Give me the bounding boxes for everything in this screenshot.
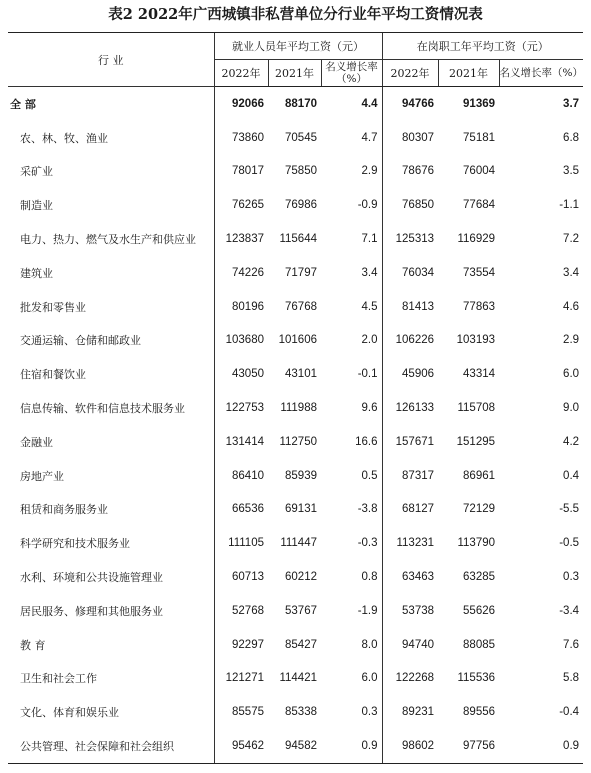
cell-staff-2021: 116929 [457, 233, 496, 246]
cell-employee-2022: 123837 [225, 233, 264, 246]
table-row [8, 155, 583, 189]
cell-employee-growth: 2.0 [321, 324, 382, 358]
cell-staff-growth: -5.5 [559, 503, 580, 516]
cell-employee-growth: 4.4 [321, 87, 382, 121]
cell-staff-growth: 4.2 [563, 435, 580, 448]
table-row [8, 459, 583, 493]
cell-employee-growth: 0.3 [321, 695, 382, 729]
cell-staff-2021: 151295 [456, 435, 496, 448]
cell-staff-growth: 6.0 [563, 368, 580, 381]
cell-staff-2021: 77684 [463, 199, 496, 212]
cell-staff-2022: 94740 [402, 638, 435, 651]
cell-staff-2021: 55626 [463, 604, 496, 617]
industry-name: 电力、热力、燃气及水生产和供应业 [8, 222, 214, 256]
cell-employee-2022: 76265 [232, 199, 264, 212]
table-row [8, 256, 583, 290]
industry-name: 居民服务、修理和其他服务业 [8, 594, 214, 628]
table-title: 表2 2022年广西城镇非私营单位分行业年平均工资情况表 [108, 6, 483, 23]
header-staff-wage-group: 在岗职工年平均工资（元） [382, 33, 583, 60]
cell-staff-growth: 7.6 [563, 638, 580, 651]
cell-staff-2021: 43314 [463, 368, 496, 381]
table-row [8, 594, 583, 628]
cell-employee-growth: -0.1 [321, 357, 382, 391]
table-row [8, 324, 583, 358]
cell-staff-growth: 3.5 [563, 165, 580, 178]
industry-name: 建筑业 [8, 256, 214, 290]
cell-staff-growth: 0.3 [563, 571, 580, 584]
cell-staff-growth: -1.1 [559, 199, 580, 212]
cell-employee-growth: 7.1 [321, 222, 382, 256]
cell-employee-growth: 6.0 [321, 662, 382, 696]
cell-staff-2021: 115536 [457, 672, 496, 685]
cell-staff-2022: 53738 [402, 604, 435, 617]
cell-staff-2021: 113790 [457, 537, 496, 550]
cell-employee-2022: 66536 [232, 503, 264, 516]
industry-name: 采矿业 [8, 155, 214, 189]
industry-name: 租赁和商务服务业 [8, 493, 214, 527]
cell-employee-2022: 60713 [232, 571, 264, 584]
table-row [8, 493, 583, 527]
cell-employee-2022: 92066 [232, 97, 264, 110]
table-row [8, 87, 583, 121]
cell-employee-growth: -3.8 [321, 493, 382, 527]
cell-employee-growth: 9.6 [321, 391, 382, 425]
industry-name: 全 部 [8, 87, 214, 121]
cell-staff-growth: -3.4 [559, 604, 580, 617]
table-row [8, 560, 583, 594]
cell-staff-growth: 0.9 [499, 729, 583, 763]
cell-staff-growth: 3.4 [563, 266, 580, 279]
table-row [8, 188, 583, 222]
cell-staff-2021: 63285 [463, 571, 496, 584]
cell-employee-2022: 78017 [232, 165, 264, 178]
cell-employee-2021: 114421 [279, 672, 317, 685]
header-employee-2022: 2022年 [214, 60, 268, 87]
table-row [8, 695, 583, 729]
cell-employee-growth: 16.6 [321, 425, 382, 459]
table-row [8, 391, 583, 425]
cell-employee-2022: 43050 [232, 368, 264, 381]
cell-staff-2022: 89231 [402, 706, 435, 719]
cell-staff-2022: 80307 [402, 131, 435, 144]
cell-staff-2022: 113231 [396, 537, 435, 550]
cell-employee-growth: 0.9 [321, 729, 382, 763]
cell-employee-growth: 8.0 [321, 628, 382, 662]
cell-staff-2021: 86961 [463, 469, 496, 482]
cell-staff-growth: 7.2 [563, 233, 580, 246]
header-employee-wage-group: 就业人员年平均工资（元） [214, 33, 382, 60]
cell-employee-2021: 75850 [285, 165, 317, 178]
cell-staff-2022: 63463 [402, 571, 435, 584]
cell-employee-growth: -0.3 [321, 526, 382, 560]
industry-name: 教 育 [8, 628, 214, 662]
cell-staff-2021: 97756 [438, 729, 499, 763]
cell-staff-2022: 98602 [382, 729, 438, 763]
cell-staff-2022: 94766 [402, 97, 435, 110]
cell-employee-2022: 74226 [232, 266, 264, 279]
header-industry: 行 业 [8, 33, 214, 87]
cell-employee-2021: 76986 [285, 199, 317, 212]
cell-employee-2021: 101606 [278, 334, 317, 347]
cell-staff-2022: 68127 [402, 503, 435, 516]
cell-employee-2021: 76768 [285, 300, 317, 313]
cell-employee-2021: 69131 [285, 503, 317, 516]
cell-staff-growth: 0.4 [563, 469, 580, 482]
cell-staff-growth: -0.4 [559, 706, 580, 719]
industry-name: 科学研究和技术服务业 [8, 526, 214, 560]
cell-staff-2021: 115708 [457, 402, 496, 415]
cell-staff-growth: -0.5 [559, 537, 580, 550]
cell-employee-growth: 4.5 [321, 290, 382, 324]
cell-employee-2022: 92297 [232, 638, 264, 651]
cell-employee-growth: -1.9 [321, 594, 382, 628]
industry-name: 文化、体育和娱乐业 [8, 695, 214, 729]
cell-staff-2022: 125313 [395, 233, 435, 246]
cell-employee-2022: 95462 [214, 729, 268, 763]
cell-employee-2022: 122753 [225, 402, 264, 415]
cell-employee-growth: -0.9 [321, 188, 382, 222]
cell-staff-2022: 76850 [402, 199, 435, 212]
cell-staff-2022: 126133 [395, 402, 435, 415]
industry-name: 农、林、牧、渔业 [8, 121, 214, 155]
cell-employee-growth: 2.9 [321, 155, 382, 189]
cell-staff-2022: 76034 [402, 266, 435, 279]
cell-employee-2022: 80196 [232, 300, 264, 313]
cell-employee-2022: 86410 [232, 469, 264, 482]
industry-name: 卫生和社会工作 [8, 662, 214, 696]
cell-employee-growth: 0.5 [321, 459, 382, 493]
cell-employee-2021: 53767 [285, 604, 317, 617]
header-staff-2022: 2022年 [382, 60, 438, 87]
cell-staff-2022: 157671 [395, 435, 435, 448]
cell-employee-2022: 111105 [228, 537, 264, 550]
table-row [8, 425, 583, 459]
cell-staff-2022: 87317 [402, 469, 435, 482]
cell-staff-2021: 72129 [463, 503, 496, 516]
table-row [8, 357, 583, 391]
cell-staff-2021: 89556 [463, 706, 496, 719]
cell-employee-2022: 52768 [232, 604, 264, 617]
cell-staff-2021: 91369 [463, 97, 496, 110]
cell-staff-2022: 45906 [402, 368, 435, 381]
cell-staff-growth: 3.7 [563, 97, 580, 110]
cell-staff-2021: 103193 [456, 334, 496, 347]
cell-employee-2022: 121271 [225, 672, 264, 685]
industry-name: 水利、环境和公共设施管理业 [8, 560, 214, 594]
cell-staff-growth: 4.6 [563, 300, 580, 313]
industry-name: 金融业 [8, 425, 214, 459]
cell-employee-2021: 111988 [280, 402, 317, 415]
cell-staff-growth: 9.0 [563, 402, 580, 415]
table-body [8, 87, 583, 764]
cell-employee-2021: 43101 [285, 368, 317, 381]
cell-employee-2021: 94582 [268, 729, 321, 763]
cell-staff-2021: 76004 [463, 165, 496, 178]
cell-staff-growth: 5.8 [563, 672, 580, 685]
cell-staff-2021: 77863 [463, 300, 496, 313]
cell-employee-2021: 60212 [285, 571, 317, 584]
table-row [8, 662, 583, 696]
cell-employee-2022: 85575 [232, 706, 264, 719]
header-employee-growth: 名义增长率（%） [321, 60, 382, 87]
cell-staff-2021: 73554 [463, 266, 496, 279]
industry-name: 交通运输、仓储和邮政业 [8, 324, 214, 358]
industry-name: 房地产业 [8, 459, 214, 493]
cell-employee-2021: 71797 [285, 266, 317, 279]
cell-staff-2021: 88085 [463, 638, 496, 651]
wage-table [8, 32, 583, 764]
cell-staff-2022: 122268 [395, 672, 435, 685]
cell-employee-2022: 103680 [225, 334, 264, 347]
cell-staff-growth: 2.9 [563, 334, 580, 347]
cell-employee-2021: 85338 [285, 706, 317, 719]
header-staff-2021: 2021年 [438, 60, 499, 87]
cell-employee-2021: 85427 [285, 638, 317, 651]
cell-staff-2022: 81413 [402, 300, 435, 313]
cell-staff-2021: 75181 [463, 131, 496, 144]
table-row [8, 729, 583, 763]
industry-name: 住宿和餐饮业 [8, 357, 214, 391]
cell-employee-growth: 0.8 [321, 560, 382, 594]
cell-employee-2021: 115644 [279, 233, 317, 246]
header-staff-growth: 名义增长率（%） [499, 60, 583, 87]
industry-name: 制造业 [8, 188, 214, 222]
cell-employee-growth: 4.7 [321, 121, 382, 155]
cell-staff-2022: 106226 [395, 334, 435, 347]
cell-employee-growth: 3.4 [321, 256, 382, 290]
cell-employee-2021: 85939 [285, 469, 317, 482]
cell-staff-growth: 6.8 [563, 131, 580, 144]
cell-employee-2022: 73860 [232, 131, 264, 144]
table-row [8, 222, 583, 256]
industry-name: 信息传输、软件和信息技术服务业 [8, 391, 214, 425]
cell-employee-2021: 88170 [285, 97, 317, 110]
cell-employee-2021: 112750 [279, 435, 317, 448]
table-row [8, 526, 583, 560]
cell-employee-2022: 131414 [225, 435, 264, 448]
industry-name: 公共管理、社会保障和社会组织 [8, 729, 214, 763]
industry-name: 批发和零售业 [8, 290, 214, 324]
cell-employee-2021: 70545 [285, 131, 317, 144]
table-row [8, 290, 583, 324]
table-row [8, 628, 583, 662]
cell-staff-2022: 78676 [402, 165, 435, 178]
table-row [8, 121, 583, 155]
header-employee-2021: 2021年 [268, 60, 321, 87]
cell-employee-2021: 111447 [280, 537, 317, 550]
